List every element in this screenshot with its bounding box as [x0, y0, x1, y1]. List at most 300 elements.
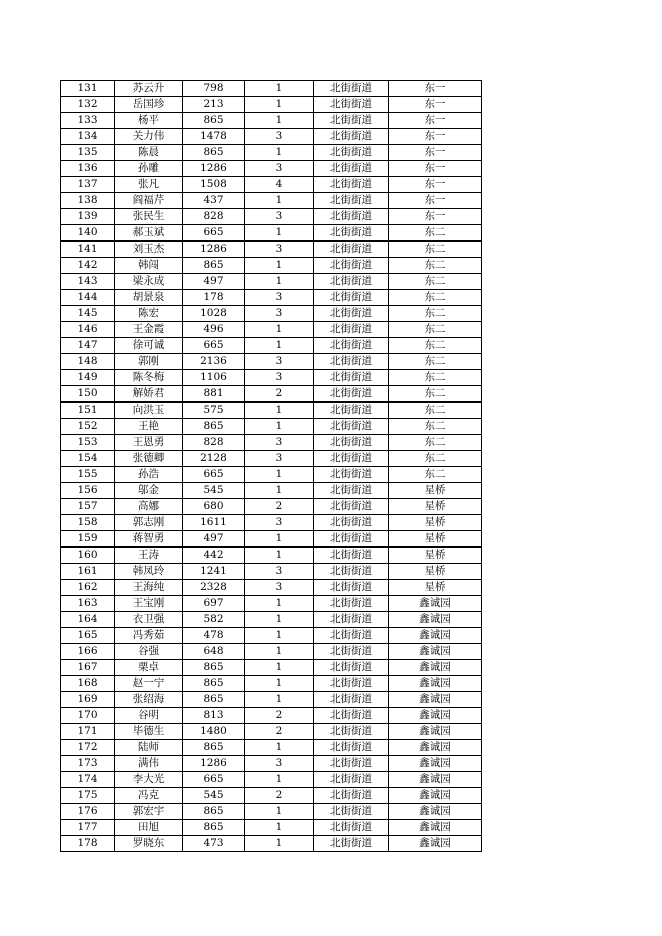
- street-cell[interactable]: 北街街道: [314, 370, 389, 386]
- community-cell[interactable]: 东二: [389, 435, 482, 451]
- name-cell[interactable]: 王艳: [115, 419, 183, 435]
- row-number-cell[interactable]: 153: [61, 435, 115, 451]
- name-cell[interactable]: 张凡: [115, 177, 183, 193]
- community-cell[interactable]: 鑫诚园: [389, 724, 482, 740]
- table-row: [61, 660, 482, 676]
- row-number-cell[interactable]: 164: [61, 612, 115, 628]
- street-cell[interactable]: 北街街道: [314, 628, 389, 644]
- street-cell[interactable]: 北街街道: [314, 97, 389, 113]
- street-cell[interactable]: 北街街道: [314, 241, 389, 258]
- amount-cell[interactable]: 865: [183, 660, 245, 676]
- row-number-cell[interactable]: 158: [61, 515, 115, 531]
- table-row: [61, 402, 482, 419]
- name-cell[interactable]: 王金霞: [115, 322, 183, 338]
- count-cell[interactable]: 1: [245, 772, 314, 788]
- community-cell[interactable]: 鑫诚园: [389, 612, 482, 628]
- name-cell[interactable]: 解娇君: [115, 386, 183, 403]
- row-number-cell[interactable]: 161: [61, 564, 115, 580]
- name-cell[interactable]: 向洪玉: [115, 402, 183, 419]
- street-cell[interactable]: 北街街道: [314, 515, 389, 531]
- row-number-cell[interactable]: 168: [61, 676, 115, 692]
- street-cell[interactable]: 北街街道: [314, 306, 389, 322]
- count-cell[interactable]: 2: [245, 386, 314, 403]
- count-cell[interactable]: 3: [245, 354, 314, 370]
- count-cell[interactable]: 1: [245, 258, 314, 274]
- count-cell[interactable]: 1: [245, 820, 314, 836]
- street-cell[interactable]: 北街街道: [314, 386, 389, 403]
- name-cell[interactable]: 杨平: [115, 113, 183, 129]
- count-cell[interactable]: 1: [245, 467, 314, 483]
- community-cell[interactable]: 东二: [389, 386, 482, 403]
- table-row: [61, 676, 482, 692]
- community-cell[interactable]: 东二: [389, 290, 482, 306]
- community-cell[interactable]: 鑫诚园: [389, 788, 482, 804]
- amount-cell[interactable]: 178: [183, 290, 245, 306]
- count-cell[interactable]: 3: [245, 306, 314, 322]
- row-number-cell[interactable]: 148: [61, 354, 115, 370]
- table-row: [61, 515, 482, 531]
- street-cell[interactable]: 北街街道: [314, 499, 389, 515]
- amount-cell[interactable]: 2136: [183, 354, 245, 370]
- count-cell[interactable]: 1: [245, 402, 314, 419]
- count-cell[interactable]: 1: [245, 97, 314, 113]
- row-number-cell[interactable]: 135: [61, 145, 115, 161]
- community-cell[interactable]: 东二: [389, 370, 482, 386]
- community-cell[interactable]: 东一: [389, 81, 482, 97]
- amount-cell[interactable]: 545: [183, 483, 245, 499]
- table-row: [61, 804, 482, 820]
- row-number-cell[interactable]: 144: [61, 290, 115, 306]
- count-cell[interactable]: 3: [245, 580, 314, 596]
- name-cell[interactable]: 陈宏: [115, 306, 183, 322]
- community-cell[interactable]: 东一: [389, 209, 482, 225]
- row-number-cell[interactable]: 165: [61, 628, 115, 644]
- count-cell[interactable]: 1: [245, 740, 314, 756]
- name-cell[interactable]: 郭宏宇: [115, 804, 183, 820]
- amount-cell[interactable]: 865: [183, 804, 245, 820]
- row-number-cell[interactable]: 150: [61, 386, 115, 403]
- count-cell[interactable]: 1: [245, 676, 314, 692]
- amount-cell[interactable]: 798: [183, 81, 245, 97]
- amount-cell[interactable]: 473: [183, 836, 245, 852]
- community-cell[interactable]: 东一: [389, 161, 482, 177]
- street-cell[interactable]: 北街街道: [314, 740, 389, 756]
- amount-cell[interactable]: 1611: [183, 515, 245, 531]
- community-cell[interactable]: 星桥: [389, 483, 482, 499]
- row-number-cell[interactable]: 156: [61, 483, 115, 499]
- count-cell[interactable]: 1: [245, 113, 314, 129]
- amount-cell[interactable]: 865: [183, 145, 245, 161]
- row-number-cell[interactable]: 131: [61, 81, 115, 97]
- name-cell[interactable]: 毕德生: [115, 724, 183, 740]
- street-cell[interactable]: 北街街道: [314, 177, 389, 193]
- amount-cell[interactable]: 478: [183, 628, 245, 644]
- name-cell[interactable]: 孙雕: [115, 161, 183, 177]
- row-number-cell[interactable]: 152: [61, 419, 115, 435]
- community-cell[interactable]: 鑫诚园: [389, 660, 482, 676]
- street-cell[interactable]: 北街街道: [314, 274, 389, 290]
- community-cell[interactable]: 鑫诚园: [389, 756, 482, 772]
- street-cell[interactable]: 北街街道: [314, 81, 389, 97]
- community-cell[interactable]: 星桥: [389, 515, 482, 531]
- row-number-cell[interactable]: 145: [61, 306, 115, 322]
- amount-cell[interactable]: 881: [183, 386, 245, 403]
- count-cell[interactable]: 1: [245, 612, 314, 628]
- amount-cell[interactable]: 665: [183, 772, 245, 788]
- street-cell[interactable]: 北街街道: [314, 708, 389, 724]
- table-row: [61, 772, 482, 788]
- row-number-cell[interactable]: 149: [61, 370, 115, 386]
- row-number-cell[interactable]: 172: [61, 740, 115, 756]
- amount-cell[interactable]: 828: [183, 209, 245, 225]
- amount-cell[interactable]: 865: [183, 740, 245, 756]
- community-cell[interactable]: 鑫诚园: [389, 772, 482, 788]
- street-cell[interactable]: 北街街道: [314, 338, 389, 354]
- row-number-cell[interactable]: 132: [61, 97, 115, 113]
- table-row: [61, 145, 482, 161]
- community-cell[interactable]: 鑫诚园: [389, 692, 482, 708]
- street-cell[interactable]: 北街街道: [314, 596, 389, 612]
- street-cell[interactable]: 北街街道: [314, 467, 389, 483]
- name-cell[interactable]: 李大光: [115, 772, 183, 788]
- table-row: [61, 193, 482, 209]
- street-cell[interactable]: 北街街道: [314, 145, 389, 161]
- row-number-cell[interactable]: 159: [61, 531, 115, 548]
- community-cell[interactable]: 东二: [389, 274, 482, 290]
- row-number-cell[interactable]: 139: [61, 209, 115, 225]
- street-cell[interactable]: 北街街道: [314, 290, 389, 306]
- count-cell[interactable]: 1: [245, 596, 314, 612]
- row-number-cell[interactable]: 178: [61, 836, 115, 852]
- amount-cell[interactable]: 2128: [183, 451, 245, 467]
- count-cell[interactable]: 1: [245, 274, 314, 290]
- count-cell[interactable]: 2: [245, 724, 314, 740]
- amount-cell[interactable]: 1508: [183, 177, 245, 193]
- count-cell[interactable]: 3: [245, 209, 314, 225]
- name-cell[interactable]: 胡景泉: [115, 290, 183, 306]
- amount-cell[interactable]: 1478: [183, 129, 245, 145]
- count-cell[interactable]: 3: [245, 435, 314, 451]
- amount-cell[interactable]: 582: [183, 612, 245, 628]
- community-cell[interactable]: 鑫诚园: [389, 804, 482, 820]
- row-number-cell[interactable]: 174: [61, 772, 115, 788]
- row-number-cell[interactable]: 137: [61, 177, 115, 193]
- count-cell[interactable]: 3: [245, 290, 314, 306]
- name-cell[interactable]: 谷强: [115, 644, 183, 660]
- table-row: [61, 724, 482, 740]
- community-cell[interactable]: 东二: [389, 354, 482, 370]
- row-number-cell[interactable]: 173: [61, 756, 115, 772]
- street-cell[interactable]: 北街街道: [314, 756, 389, 772]
- street-cell[interactable]: 北街街道: [314, 483, 389, 499]
- row-number-cell[interactable]: 175: [61, 788, 115, 804]
- street-cell[interactable]: 北街街道: [314, 531, 389, 548]
- name-cell[interactable]: 栗卓: [115, 660, 183, 676]
- amount-cell[interactable]: 1028: [183, 306, 245, 322]
- row-number-cell[interactable]: 142: [61, 258, 115, 274]
- row-number-cell[interactable]: 163: [61, 596, 115, 612]
- community-cell[interactable]: 星桥: [389, 564, 482, 580]
- street-cell[interactable]: 北街街道: [314, 354, 389, 370]
- name-cell[interactable]: 满伟: [115, 756, 183, 772]
- count-cell[interactable]: 4: [245, 177, 314, 193]
- name-cell[interactable]: 岳国珍: [115, 97, 183, 113]
- count-cell[interactable]: 2: [245, 708, 314, 724]
- count-cell[interactable]: 1: [245, 531, 314, 548]
- name-cell[interactable]: 郝玉斌: [115, 225, 183, 242]
- street-cell[interactable]: 北街街道: [314, 836, 389, 852]
- name-cell[interactable]: 王涛: [115, 547, 183, 564]
- community-cell[interactable]: 鑫诚园: [389, 596, 482, 612]
- name-cell[interactable]: 赵一宁: [115, 676, 183, 692]
- count-cell[interactable]: 3: [245, 451, 314, 467]
- name-cell[interactable]: 张民生: [115, 209, 183, 225]
- name-cell[interactable]: 郭刚: [115, 354, 183, 370]
- street-cell[interactable]: 北街街道: [314, 419, 389, 435]
- row-number-cell[interactable]: 138: [61, 193, 115, 209]
- amount-cell[interactable]: 1241: [183, 564, 245, 580]
- community-cell[interactable]: 鑫诚园: [389, 740, 482, 756]
- count-cell[interactable]: 1: [245, 483, 314, 499]
- name-cell[interactable]: 张德卿: [115, 451, 183, 467]
- row-number-cell[interactable]: 177: [61, 820, 115, 836]
- amount-cell[interactable]: 865: [183, 820, 245, 836]
- count-cell[interactable]: 1: [245, 628, 314, 644]
- row-number-cell[interactable]: 154: [61, 451, 115, 467]
- count-cell[interactable]: 3: [245, 515, 314, 531]
- table-row: [61, 274, 482, 290]
- street-cell[interactable]: 北街街道: [314, 772, 389, 788]
- amount-cell[interactable]: 828: [183, 435, 245, 451]
- count-cell[interactable]: 1: [245, 692, 314, 708]
- row-number-cell[interactable]: 162: [61, 580, 115, 596]
- name-cell[interactable]: 徐可诚: [115, 338, 183, 354]
- amount-cell[interactable]: 213: [183, 97, 245, 113]
- name-cell[interactable]: 韩闯: [115, 258, 183, 274]
- row-number-cell[interactable]: 170: [61, 708, 115, 724]
- row-number-cell[interactable]: 176: [61, 804, 115, 820]
- name-cell[interactable]: 邬金: [115, 483, 183, 499]
- row-number-cell[interactable]: 155: [61, 467, 115, 483]
- count-cell[interactable]: 1: [245, 547, 314, 564]
- count-cell[interactable]: 1: [245, 322, 314, 338]
- name-cell[interactable]: 王恩勇: [115, 435, 183, 451]
- row-number-cell[interactable]: 140: [61, 225, 115, 242]
- row-number-cell[interactable]: 136: [61, 161, 115, 177]
- street-cell[interactable]: 北街街道: [314, 724, 389, 740]
- amount-cell[interactable]: 1480: [183, 724, 245, 740]
- name-cell[interactable]: 阎福芹: [115, 193, 183, 209]
- community-cell[interactable]: 鑫诚园: [389, 708, 482, 724]
- name-cell[interactable]: 罗晓东: [115, 836, 183, 852]
- amount-cell[interactable]: 865: [183, 692, 245, 708]
- name-cell[interactable]: 蒋智勇: [115, 531, 183, 548]
- community-cell[interactable]: 东一: [389, 113, 482, 129]
- community-cell[interactable]: 东二: [389, 338, 482, 354]
- amount-cell[interactable]: 865: [183, 676, 245, 692]
- street-cell[interactable]: 北街街道: [314, 402, 389, 419]
- community-cell[interactable]: 星桥: [389, 531, 482, 548]
- community-cell[interactable]: 鑫诚园: [389, 676, 482, 692]
- street-cell[interactable]: 北街街道: [314, 129, 389, 145]
- amount-cell[interactable]: 497: [183, 531, 245, 548]
- name-cell[interactable]: 郭志刚: [115, 515, 183, 531]
- community-cell[interactable]: 星桥: [389, 499, 482, 515]
- street-cell[interactable]: 北街街道: [314, 644, 389, 660]
- amount-cell[interactable]: 697: [183, 596, 245, 612]
- amount-cell[interactable]: 1286: [183, 161, 245, 177]
- community-cell[interactable]: 东二: [389, 322, 482, 338]
- street-cell[interactable]: 北街街道: [314, 161, 389, 177]
- amount-cell[interactable]: 680: [183, 499, 245, 515]
- community-cell[interactable]: 东一: [389, 193, 482, 209]
- street-cell[interactable]: 北街街道: [314, 258, 389, 274]
- amount-cell[interactable]: 497: [183, 274, 245, 290]
- community-cell[interactable]: 东二: [389, 258, 482, 274]
- count-cell[interactable]: 3: [245, 756, 314, 772]
- community-cell[interactable]: 东一: [389, 129, 482, 145]
- name-cell[interactable]: 孙浩: [115, 467, 183, 483]
- community-cell[interactable]: 东二: [389, 451, 482, 467]
- community-cell[interactable]: 鑫诚园: [389, 820, 482, 836]
- count-cell[interactable]: 1: [245, 193, 314, 209]
- name-cell[interactable]: 王宝刚: [115, 596, 183, 612]
- row-number-cell[interactable]: 141: [61, 241, 115, 258]
- count-cell[interactable]: 1: [245, 225, 314, 242]
- street-cell[interactable]: 北街街道: [314, 788, 389, 804]
- amount-cell[interactable]: 1286: [183, 241, 245, 258]
- name-cell[interactable]: 陆师: [115, 740, 183, 756]
- name-cell[interactable]: 冯克: [115, 788, 183, 804]
- count-cell[interactable]: 1: [245, 338, 314, 354]
- community-cell[interactable]: 东二: [389, 306, 482, 322]
- amount-cell[interactable]: 865: [183, 419, 245, 435]
- community-cell[interactable]: 东一: [389, 97, 482, 113]
- count-cell[interactable]: 3: [245, 129, 314, 145]
- name-cell[interactable]: 张绍海: [115, 692, 183, 708]
- name-cell[interactable]: 冯秀茹: [115, 628, 183, 644]
- row-number-cell[interactable]: 147: [61, 338, 115, 354]
- count-cell[interactable]: 2: [245, 499, 314, 515]
- community-cell[interactable]: 东二: [389, 467, 482, 483]
- count-cell[interactable]: 1: [245, 804, 314, 820]
- community-cell[interactable]: 东二: [389, 402, 482, 419]
- name-cell[interactable]: 衣卫强: [115, 612, 183, 628]
- table-row: [61, 419, 482, 435]
- count-cell[interactable]: 1: [245, 644, 314, 660]
- row-number-cell[interactable]: 157: [61, 499, 115, 515]
- community-cell[interactable]: 鑫诚园: [389, 836, 482, 852]
- name-cell[interactable]: 刘玉杰: [115, 241, 183, 258]
- row-number-cell[interactable]: 146: [61, 322, 115, 338]
- count-cell[interactable]: 1: [245, 81, 314, 97]
- community-cell[interactable]: 鑫诚园: [389, 628, 482, 644]
- row-number-cell[interactable]: 160: [61, 547, 115, 564]
- count-cell[interactable]: 3: [245, 370, 314, 386]
- count-cell[interactable]: 3: [245, 241, 314, 258]
- amount-cell[interactable]: 813: [183, 708, 245, 724]
- street-cell[interactable]: 北街街道: [314, 820, 389, 836]
- street-cell[interactable]: 北街街道: [314, 660, 389, 676]
- street-cell[interactable]: 北街街道: [314, 547, 389, 564]
- amount-cell[interactable]: 665: [183, 338, 245, 354]
- count-cell[interactable]: 1: [245, 419, 314, 435]
- street-cell[interactable]: 北街街道: [314, 564, 389, 580]
- name-cell[interactable]: 王海纯: [115, 580, 183, 596]
- amount-cell[interactable]: 437: [183, 193, 245, 209]
- count-cell[interactable]: 1: [245, 145, 314, 161]
- street-cell[interactable]: 北街街道: [314, 676, 389, 692]
- name-cell[interactable]: 田旭: [115, 820, 183, 836]
- amount-cell[interactable]: 545: [183, 788, 245, 804]
- count-cell[interactable]: 1: [245, 836, 314, 852]
- name-cell[interactable]: 韩凤玲: [115, 564, 183, 580]
- community-cell[interactable]: 星桥: [389, 580, 482, 596]
- community-cell[interactable]: 星桥: [389, 547, 482, 564]
- amount-cell[interactable]: 575: [183, 402, 245, 419]
- amount-cell[interactable]: 1286: [183, 756, 245, 772]
- row-number-cell[interactable]: 133: [61, 113, 115, 129]
- table-row: [61, 820, 482, 836]
- amount-cell[interactable]: 865: [183, 113, 245, 129]
- amount-cell[interactable]: 496: [183, 322, 245, 338]
- row-number-cell[interactable]: 169: [61, 692, 115, 708]
- street-cell[interactable]: 北街街道: [314, 580, 389, 596]
- name-cell[interactable]: 谷明: [115, 708, 183, 724]
- street-cell[interactable]: 北街街道: [314, 451, 389, 467]
- row-number-cell[interactable]: 171: [61, 724, 115, 740]
- amount-cell[interactable]: 2328: [183, 580, 245, 596]
- community-cell[interactable]: 东二: [389, 225, 482, 242]
- name-cell[interactable]: 梁永成: [115, 274, 183, 290]
- row-number-cell[interactable]: 143: [61, 274, 115, 290]
- row-number-cell[interactable]: 167: [61, 660, 115, 676]
- street-cell[interactable]: 北街街道: [314, 804, 389, 820]
- count-cell[interactable]: 1: [245, 660, 314, 676]
- count-cell[interactable]: 2: [245, 788, 314, 804]
- amount-cell[interactable]: 442: [183, 547, 245, 564]
- community-cell[interactable]: 东二: [389, 241, 482, 258]
- name-cell[interactable]: 陈冬梅: [115, 370, 183, 386]
- street-cell[interactable]: 北街街道: [314, 113, 389, 129]
- street-cell[interactable]: 北街街道: [314, 692, 389, 708]
- community-cell[interactable]: 鑫诚园: [389, 644, 482, 660]
- name-cell[interactable]: 关力伟: [115, 129, 183, 145]
- name-cell[interactable]: 陈晨: [115, 145, 183, 161]
- community-cell[interactable]: 东一: [389, 177, 482, 193]
- row-number-cell[interactable]: 166: [61, 644, 115, 660]
- street-cell[interactable]: 北街街道: [314, 209, 389, 225]
- row-number-cell[interactable]: 151: [61, 402, 115, 419]
- row-number-cell[interactable]: 134: [61, 129, 115, 145]
- street-cell[interactable]: 北街街道: [314, 322, 389, 338]
- name-cell[interactable]: 高娜: [115, 499, 183, 515]
- amount-cell[interactable]: 648: [183, 644, 245, 660]
- count-cell[interactable]: 3: [245, 161, 314, 177]
- name-cell[interactable]: 苏云升: [115, 81, 183, 97]
- street-cell[interactable]: 北街街道: [314, 225, 389, 242]
- community-cell[interactable]: 东二: [389, 419, 482, 435]
- amount-cell[interactable]: 665: [183, 467, 245, 483]
- amount-cell[interactable]: 1106: [183, 370, 245, 386]
- amount-cell[interactable]: 865: [183, 258, 245, 274]
- street-cell[interactable]: 北街街道: [314, 612, 389, 628]
- count-cell[interactable]: 3: [245, 564, 314, 580]
- street-cell[interactable]: 北街街道: [314, 435, 389, 451]
- street-cell[interactable]: 北街街道: [314, 193, 389, 209]
- amount-cell[interactable]: 665: [183, 225, 245, 242]
- community-cell[interactable]: 东一: [389, 145, 482, 161]
